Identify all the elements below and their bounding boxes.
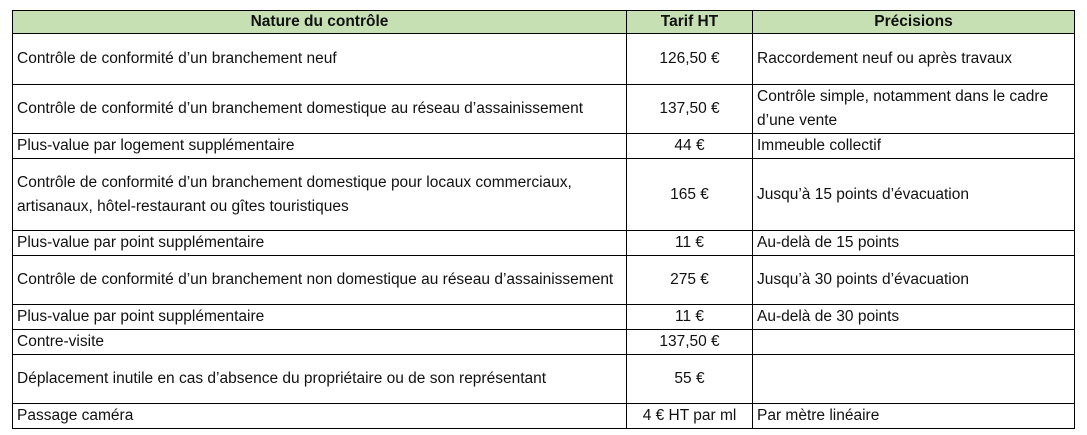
cell-precisions: Au-delà de 15 points <box>753 231 1075 256</box>
cell-tarif: 275 € <box>627 256 753 305</box>
header-nature: Nature du contrôle <box>13 11 627 34</box>
tariff-table <box>12 10 1075 429</box>
cell-tarif: 4 € HT par ml <box>627 404 753 429</box>
cell-tarif: 126,50 € <box>627 34 753 85</box>
cell-precisions: Jusqu’à 30 points d’évacuation <box>753 256 1075 305</box>
cell-nature: Contrôle de conformité d’un branchement neuf <box>13 34 627 85</box>
table-row <box>13 355 1075 404</box>
cell-nature: Contrôle de conformité d’un branchement domestique au réseau d’assainissement <box>13 85 627 134</box>
cell-precisions: Contrôle simple, notamment dans le cadre d’une vente <box>753 85 1075 134</box>
cell-precisions: Jusqu’à 15 points d’évacuation <box>753 159 1075 231</box>
cell-tarif: 137,50 € <box>627 330 753 355</box>
cell-tarif: 55 € <box>627 355 753 404</box>
cell-nature: Plus-value par point supplémentaire <box>13 231 627 256</box>
cell-nature: Plus-value par point supplémentaire <box>13 305 627 330</box>
table-row <box>13 305 1075 330</box>
cell-precisions: Raccordement neuf ou après travaux <box>753 34 1075 85</box>
cell-tarif: 165 € <box>627 159 753 231</box>
cell-precisions: Au-delà de 30 points <box>753 305 1075 330</box>
cell-nature: Passage caméra <box>13 404 627 429</box>
table-row <box>13 159 1075 231</box>
table-row <box>13 134 1075 159</box>
table-row <box>13 330 1075 355</box>
cell-precisions: Immeuble collectif <box>753 134 1075 159</box>
cell-nature: Plus-value par logement supplémentaire <box>13 134 627 159</box>
table-row <box>13 34 1075 85</box>
table-row <box>13 85 1075 134</box>
cell-tarif: 44 € <box>627 134 753 159</box>
cell-nature: Contrôle de conformité d’un branchement non domestique au réseau d’assainissement <box>13 256 627 305</box>
table-row <box>13 231 1075 256</box>
cell-nature: Contrôle de conformité d’un branchement domestique pour locaux commerciaux, artisanaux, hôtel-restaurant ou gîtes touristiques <box>13 159 627 231</box>
table-row <box>13 256 1075 305</box>
header-precisions: Précisions <box>753 11 1075 34</box>
cell-tarif: 137,50 € <box>627 85 753 134</box>
cell-precisions <box>753 355 1075 404</box>
table-row <box>13 404 1075 429</box>
cell-precisions: Par mètre linéaire <box>753 404 1075 429</box>
cell-nature: Contre-visite <box>13 330 627 355</box>
cell-tarif: 11 € <box>627 231 753 256</box>
cell-precisions <box>753 330 1075 355</box>
cell-nature: Déplacement inutile en cas d’absence du propriétaire ou de son représentant <box>13 355 627 404</box>
header-tarif: Tarif HT <box>627 11 753 34</box>
cell-tarif: 11 € <box>627 305 753 330</box>
header-row <box>13 11 1075 34</box>
